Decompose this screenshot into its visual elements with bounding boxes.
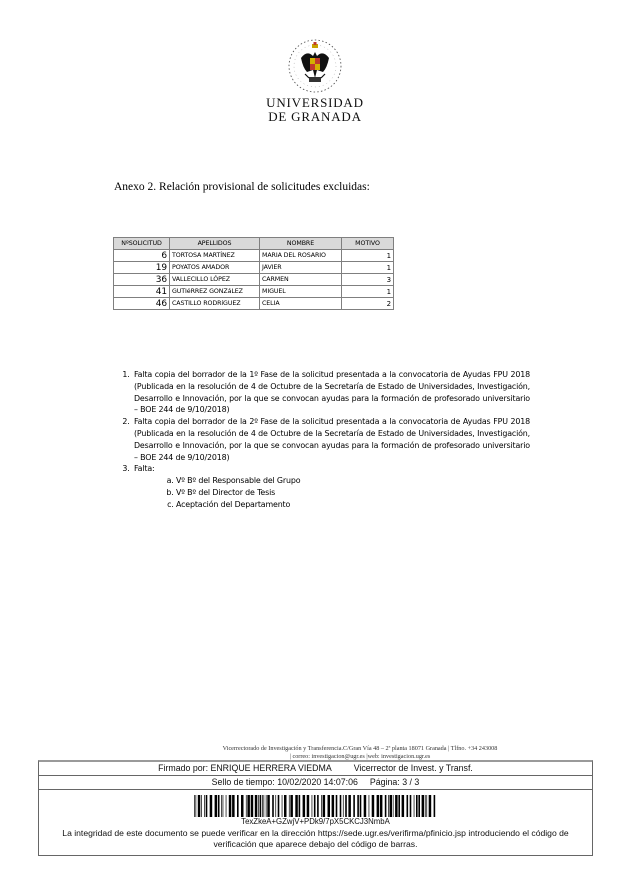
- barcode-bar: [201, 795, 202, 817]
- signed-by: Firmado por: ENRIQUE HERRERA VIEDMA: [158, 763, 332, 773]
- cell-solicitud: 41: [114, 286, 170, 298]
- barcode-bar: [275, 795, 276, 817]
- cell-solicitud: 6: [114, 250, 170, 262]
- reason-item: [132, 416, 530, 463]
- page-number: Página: 3 / 3: [369, 777, 420, 787]
- barcode-bar: [251, 795, 254, 817]
- barcode-bar: [229, 795, 232, 817]
- barcode-bar: [348, 795, 351, 817]
- cell-motivo: 3: [342, 274, 394, 286]
- cell-apellidos: POYATOS AMADOR: [170, 262, 260, 274]
- barcode-bar: [290, 795, 293, 817]
- barcode-bar: [377, 795, 380, 817]
- barcode-bar: [196, 795, 197, 817]
- table-row: [114, 274, 394, 286]
- barcode-bar: [402, 795, 405, 817]
- barcode-bar: [218, 795, 220, 817]
- barcode-bar: [385, 795, 387, 817]
- table-header-row: [114, 238, 394, 250]
- barcode-bar: [266, 795, 267, 817]
- barcode-bar: [418, 795, 420, 817]
- barcode-bar: [426, 795, 427, 817]
- barcode-bar: [314, 795, 316, 817]
- barcode-bar: [353, 795, 355, 817]
- barcode-bar: [206, 795, 208, 817]
- barcode-bar: [241, 795, 244, 817]
- exclusion-reasons-list: [116, 369, 530, 511]
- barcode-bar: [223, 795, 224, 817]
- barcode-bar: [307, 795, 310, 817]
- cell-motivo: 2: [342, 298, 394, 310]
- cell-motivo: 1: [342, 262, 394, 274]
- missing-item: c. Aceptación del Departamento: [176, 499, 530, 511]
- reason-text: Falta copia del borrador de la 1º Fase de la solicitud presentada a la convocatoria de Ayudas FPU 2018 (Publicada en la resolución de 4 de Octubre de la Secretaría de Estado de Universidades, Investigación, Desarrollo e Innovación, por la que se convocan ayudas para la formación de profesorado universitario – BOE 244 de 9/10/2018): [134, 370, 530, 415]
- timestamp: Sello de tiempo: 10/02/2020 14:07:06: [211, 777, 358, 787]
- barcode-bar: [321, 795, 322, 817]
- barcode-bar: [393, 795, 394, 817]
- cell-nombre: MARIA DEL ROSARIO: [260, 250, 342, 262]
- barcode-bar: [247, 795, 250, 817]
- missing-item: a. Vº Bº del Responsable del Grupo: [176, 475, 530, 487]
- barcode-bar: [380, 795, 383, 817]
- excluded-applications-table: [113, 237, 394, 310]
- barcode-bar: [264, 795, 265, 817]
- table-row: [114, 286, 394, 298]
- barcode-bar: [343, 795, 344, 817]
- cell-apellidos: CASTILLO RODRíGUEZ: [170, 298, 260, 310]
- contact-line: | correo: investigacion@ugr.es |web: investigacion.ugr.es: [289, 752, 431, 760]
- signer-role: Vicerrector de Invest. y Transf.: [353, 763, 473, 773]
- cell-motivo: 1: [342, 250, 394, 262]
- verification-code: TexZkeA+GZwjV+PDk9/7pX5CKCJ3NmbA: [241, 817, 390, 826]
- barcode-bar: [295, 795, 298, 817]
- barcode-bar: [255, 795, 257, 817]
- university-logo: [262, 38, 368, 128]
- cell-apellidos: GUTIéRREZ GONZáLEZ: [170, 286, 260, 298]
- verification-instructions: La integridad de este documento se puede verificar en la dirección https://sede.ugr.es/verifirma/pfinicio.jsp introduciendo el código de verificación que aparece debajo del código de barras.: [62, 828, 569, 849]
- barcode-bar: [407, 795, 409, 817]
- reason-item: [132, 463, 530, 510]
- university-name-line1: UNIVERSIDAD: [266, 95, 364, 110]
- column-header-solicitud: NºSOLICITUD: [114, 238, 170, 250]
- electronic-signature-box: [38, 760, 593, 856]
- barcode-bar: [410, 795, 412, 817]
- barcode-bar: [416, 795, 418, 817]
- table-row: [114, 298, 394, 310]
- barcode-bar: [258, 795, 259, 817]
- cell-solicitud: 46: [114, 298, 170, 310]
- barcode-bar: [328, 795, 331, 817]
- barcode-bar: [210, 795, 213, 817]
- cell-nombre: JAVIER: [260, 262, 342, 274]
- cell-nombre: MIGUEL: [260, 286, 342, 298]
- barcode-bar: [221, 795, 222, 817]
- barcode-bar: [267, 795, 270, 817]
- barcode-bar: [429, 795, 432, 817]
- barcode-bar: [336, 795, 338, 817]
- cell-solicitud: 36: [114, 274, 170, 286]
- barcode-bar: [317, 795, 319, 817]
- barcode-bar: [237, 795, 239, 817]
- barcode-bar: [364, 795, 367, 817]
- barcode-bar: [340, 795, 342, 817]
- column-header-nombre: NOMBRE: [260, 238, 342, 250]
- missing-items-list: [134, 475, 530, 510]
- barcode-bar: [204, 795, 205, 817]
- barcode-bar: [323, 795, 326, 817]
- barcode-bar: [360, 795, 362, 817]
- barcode-bar: [390, 795, 393, 817]
- barcode-bar: [332, 795, 335, 817]
- barcode-bar: [215, 795, 218, 817]
- timestamp-row: [39, 776, 592, 790]
- barcode-bar: [232, 795, 235, 817]
- barcode-bar: [303, 795, 306, 817]
- barcode-bar: [278, 795, 280, 817]
- barcode-bar: [198, 795, 201, 817]
- cell-motivo: 1: [342, 286, 394, 298]
- university-name: [262, 96, 368, 124]
- barcode-bar: [345, 795, 347, 817]
- table-row: [114, 262, 394, 274]
- footer-address: [150, 745, 570, 760]
- barcode-bar: [395, 795, 398, 817]
- barcode-bar: [226, 795, 227, 817]
- barcode-bar: [312, 795, 313, 817]
- barcode-bar: [246, 795, 247, 817]
- barcode-bar: [357, 795, 359, 817]
- barcode-bar: [422, 795, 425, 817]
- barcode-bar: [282, 795, 283, 817]
- barcode-bar: [284, 795, 287, 817]
- reason-item: [132, 369, 530, 416]
- barcode-bar: [299, 795, 301, 817]
- university-name-line2: DE GRANADA: [268, 109, 362, 124]
- annex-title: Anexo 2. Relación provisional de solicitudes excluidas:: [114, 181, 370, 193]
- barcode-bar: [272, 795, 274, 817]
- signer-row: [39, 762, 592, 776]
- cell-nombre: CELIA: [260, 298, 342, 310]
- university-seal-icon: [287, 38, 343, 94]
- reason-text: Falta:: [134, 464, 155, 474]
- barcode-bar: [262, 795, 263, 817]
- column-header-apellidos: APELLIDOS: [170, 238, 260, 250]
- barcode-area: [39, 790, 592, 828]
- barcode-bar: [425, 795, 426, 817]
- barcode-bar: [194, 795, 195, 817]
- barcode-bar: [434, 795, 436, 817]
- cell-nombre: CARMEN: [260, 274, 342, 286]
- barcode-bar: [289, 795, 290, 817]
- missing-item: b. Vº Bº del Director de Tesis: [176, 487, 530, 499]
- table-row: [114, 250, 394, 262]
- cell-solicitud: 19: [114, 262, 170, 274]
- cell-apellidos: VALLECILLO LÓPEZ: [170, 274, 260, 286]
- barcode-bar: [388, 795, 389, 817]
- barcode-bar: [369, 795, 370, 817]
- address-line: Vicerrectorado de Investigación y Transferencia.C/Gran Vía 48 – 2ª planta 18071 Granada | Tlfno. +34 243008: [222, 745, 498, 752]
- column-header-motivo: MOTIVO: [342, 238, 394, 250]
- barcode-icon: [194, 795, 438, 817]
- cell-apellidos: TORTOSA MARTÍNEZ: [170, 250, 260, 262]
- barcode-bar: [414, 795, 415, 817]
- barcode-bar: [372, 795, 375, 817]
- reason-text: Falta copia del borrador de la 2º Fase de la solicitud presentada a la convocatoria de Ayudas FPU 2018 (Publicada en la resolución de 4 de Octubre de la Secretaría de Estado de Universidades, Investigación, Desarrollo e Innovación, por la que se convocan ayudas para la formación de profesorado universitario – BOE 244 de 9/10/2018): [134, 417, 530, 462]
- barcode-bar: [260, 795, 262, 817]
- barcode-bar: [398, 795, 400, 817]
